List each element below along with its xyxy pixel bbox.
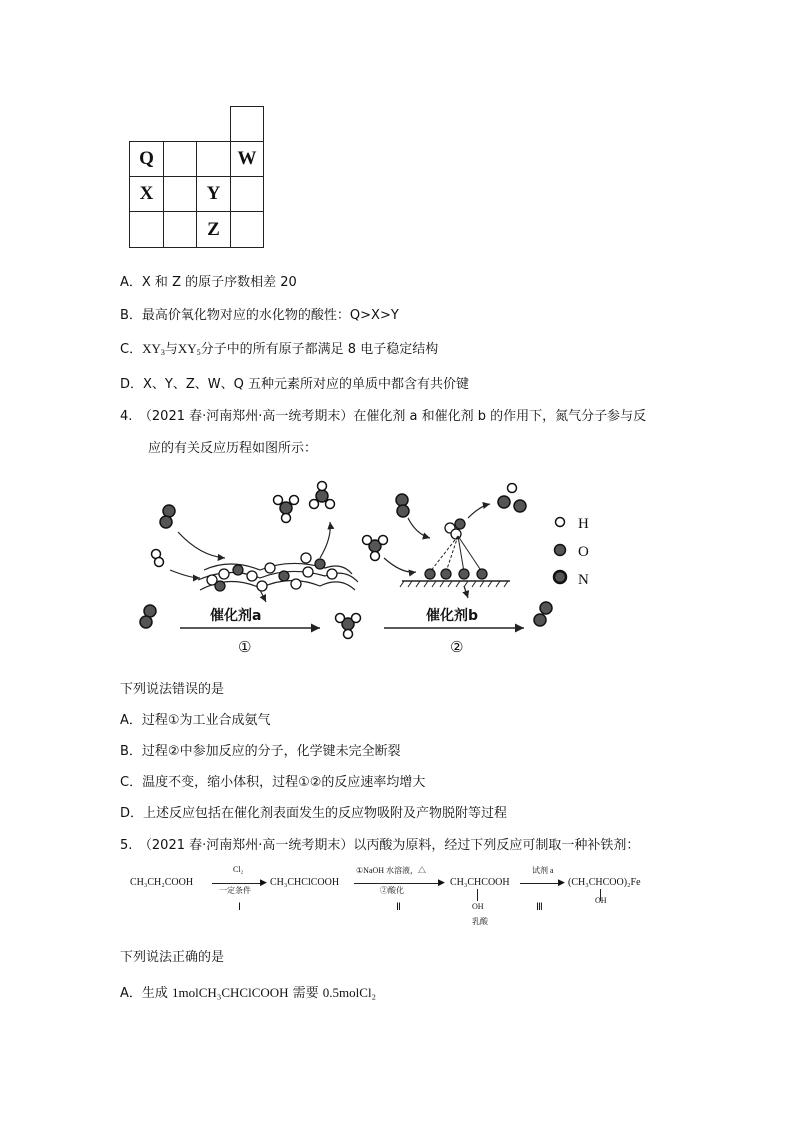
product-molecule-right-top-2 xyxy=(514,500,526,512)
o2-molecule-right xyxy=(396,494,409,517)
h2-molecule-left xyxy=(152,550,164,567)
grid-cell-w: W xyxy=(230,141,264,177)
q5-option-a-prefix: A．生成 xyxy=(120,986,173,1001)
grid-cell-r1c2 xyxy=(163,141,197,177)
scheme-reagent-3-top: 试剂 a xyxy=(532,866,554,875)
scheme-propanoic-acid: CH₃CH₂COOH xyxy=(130,877,194,888)
scheme-step-2: Ⅱ xyxy=(396,902,401,913)
scheme-arrow-1 xyxy=(212,883,264,884)
grid-cell-r3c1 xyxy=(129,211,164,248)
scheme-reagent-1-bottom: 一定条件 xyxy=(219,886,251,895)
nh3-product-left-2 xyxy=(310,482,335,509)
q5-option-a-mid: 需要 xyxy=(288,986,323,1001)
scheme-arrow-1-head: ▶ xyxy=(260,878,267,888)
formula-chloropropanoic: 1molCH₃CHClCOOH xyxy=(172,985,289,1000)
process-1-label: ① xyxy=(238,638,252,656)
scheme-lactic-acid-name: 乳酸 xyxy=(472,917,488,926)
legend-h-label: H xyxy=(578,516,589,532)
scheme-reagent-2-top: ①NaOH 水溶液，△ xyxy=(356,866,427,875)
catalyst-b-surface xyxy=(400,581,510,587)
q3-option-c-prefix: C． xyxy=(120,342,143,357)
q3-option-c xyxy=(120,338,438,357)
scheme-iron-lactate-oh: OH xyxy=(595,896,607,905)
grid-cell-r2c4 xyxy=(230,176,264,212)
formula-xy5: $XY_5$ xyxy=(177,341,201,357)
legend-o-label: O xyxy=(578,544,589,560)
q3-option-d: D．X、Y、Z、W、Q 五种元素所对应的单质中都含有共价键 xyxy=(120,377,469,392)
legend-o-icon xyxy=(555,545,566,556)
q3-option-c-rest: 分子中的所有原子都满足 8 电子稳定结构 xyxy=(200,342,439,357)
grid-cell-r3c4 xyxy=(230,211,264,248)
q4-question: 下列说法错误的是 xyxy=(120,682,225,697)
n2-molecule-left xyxy=(160,505,175,528)
scheme-arrow-3-head: ▶ xyxy=(558,878,565,888)
n2-molecule-bottom-left xyxy=(140,605,156,628)
q4-option-b: B．过程②中参加反应的分子，化学键未完全断裂 xyxy=(120,744,401,759)
legend xyxy=(554,516,589,588)
legend-h-icon xyxy=(556,518,565,527)
process-2-label: ② xyxy=(450,638,464,656)
q4-stem-line2: 应的有关反应历程如图所示： xyxy=(148,441,318,456)
grid-cell-r1c3 xyxy=(196,141,231,177)
q4-option-d: D．上述反应包括在催化剂表面发生的反应物吸附及产物脱附等过程 xyxy=(120,806,508,821)
q4-stem-line1: 4. （2021 春·河南郑州·高一统考期末）在催化剂 a 和催化剂 b 的作用下，氮气分子参与反 xyxy=(120,409,647,424)
grid-cell-z: Z xyxy=(196,211,231,248)
scheme-chloropropanoic-acid: CH₃CHClCOOH xyxy=(270,877,340,888)
legend-n-label: N xyxy=(578,572,589,588)
scheme-reagent-2-bottom: ②酸化 xyxy=(380,886,404,895)
grid-cell-r2c2 xyxy=(163,176,197,212)
nh3-product-left-1 xyxy=(274,496,299,523)
catalyst-a-surface xyxy=(198,553,358,591)
scheme-lactic-acid-bond xyxy=(477,889,478,901)
scheme-step-3: Ⅲ xyxy=(536,902,543,913)
scheme-arrow-2 xyxy=(354,883,442,884)
grid-cell-x: X xyxy=(129,176,164,212)
q4-option-a: A．过程①为工业合成氨气 xyxy=(120,713,271,728)
formula-chlorine: 0.5molCl₂ xyxy=(322,985,377,1000)
q3-option-b: B．最高价氧化物对应的水化物的酸性：Q>X>Y xyxy=(120,308,399,323)
q5-stem-line1: 5. （2021 春·河南郑州·高一统考期末）以丙酸为原料，经过下列反应可制取一种补铁剂： xyxy=(120,838,640,853)
legend-n-icon xyxy=(554,571,566,583)
reaction-scheme xyxy=(130,864,670,930)
catalyst-b-label: 催化剂b xyxy=(426,608,479,624)
nh3-molecule-right xyxy=(363,536,388,561)
q3-option-a: A．X 和 Z 的原子序数相差 20 xyxy=(120,275,297,290)
scheme-arrow-3 xyxy=(520,883,562,884)
q5-option-a xyxy=(120,982,376,1001)
formula-xy3: $XY_3$ xyxy=(142,341,165,357)
q4-option-c: C．温度不变，缩小体积，过程①②的反应速率均增大 xyxy=(120,775,426,790)
reaction-mechanism-figure xyxy=(120,478,620,658)
no-molecule-bottom-right xyxy=(534,602,552,626)
grid-cell-q: Q xyxy=(129,141,164,177)
q5-question: 下列说法正确的是 xyxy=(120,950,225,965)
scheme-lactic-acid: CH₃CHCOOH xyxy=(450,877,510,888)
catalyst-a-label: 催化剂a xyxy=(210,608,262,624)
scheme-step-1: Ⅰ xyxy=(238,902,241,913)
grid-cell-r3c2 xyxy=(163,211,197,248)
grid-cell-y: Y xyxy=(196,176,231,212)
scheme-reagent-1-top: Cl₂ xyxy=(233,865,244,874)
nh3-molecule-middle xyxy=(336,614,361,639)
element-grid xyxy=(0,0,300,260)
q3-option-c-mid: 与 xyxy=(164,342,178,357)
scheme-iron-lactate: (CH₃CHCOO)₂Fe xyxy=(568,877,641,888)
scheme-arrow-2-head: ▶ xyxy=(438,878,445,888)
scheme-lactic-acid-oh: OH xyxy=(472,902,484,911)
grid-cell-top xyxy=(230,106,264,142)
adsorbed-complex xyxy=(425,519,487,579)
